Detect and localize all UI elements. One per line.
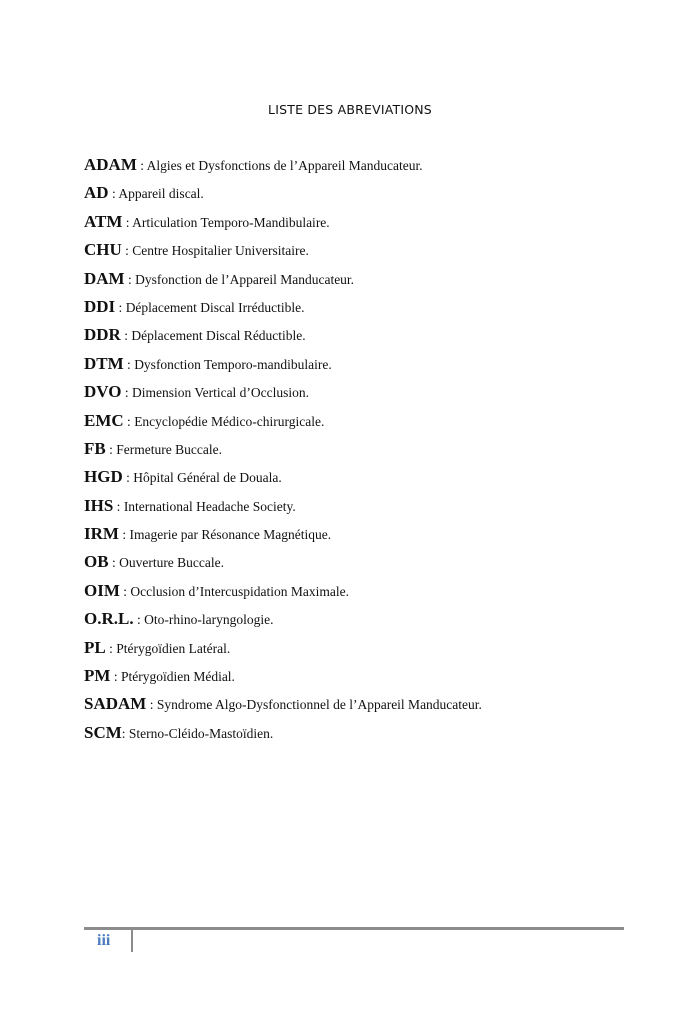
separator: : [108,555,120,571]
list-item [84,208,644,236]
abbreviation-definition: Centre Hospitalier Universitaire. [132,243,309,259]
abbreviation-list [84,151,644,747]
list-item [84,520,644,548]
list-item [84,577,644,605]
separator: : [121,385,132,401]
abbreviation-term: CHU [84,240,122,260]
abbreviation-term: EMC [84,410,124,430]
footer-divider [131,930,133,952]
abbreviation-definition: Algies et Dysfonctions de l’Appareil Manducateur. [146,158,423,173]
separator: : [121,243,133,259]
abbreviation-term: ATM [84,211,123,231]
separator: : [124,271,136,287]
abbreviation-term: DDR [84,325,121,345]
list-item [84,690,644,718]
abbreviation-definition: Déplacement Discal Irréductible. [125,299,305,315]
abbreviation-term: AD [84,183,109,203]
abbreviation-definition: Dysfonction de l’Appareil Manducateur. [135,271,355,287]
abbreviation-term: O.R.L. [84,609,134,629]
page-title: LISTE DES ABREVIATIONS [268,102,432,117]
list-item [84,236,644,264]
list-item [84,407,644,435]
separator: : [120,328,132,344]
abbreviation-definition: Encyclopédie Médico-chirurgicale. [134,413,325,429]
abbreviation-term: IRM [84,524,119,544]
separator: : [118,527,130,543]
abbreviation-definition: Dysfonction Temporo-mandibulaire. [134,356,332,372]
abbreviation-term: IHS [84,495,114,515]
separator: : [123,413,135,429]
separator: : [105,640,117,656]
abbreviation-definition: Ptérygoïdien Latéral. [116,640,231,656]
abbreviation-definition: International Headache Society. [123,498,296,514]
abbreviation-term: HGD [84,467,123,487]
footer-rule [84,927,624,930]
separator: : [108,186,119,202]
abbreviation-definition: Déplacement Discal Réductible. [131,328,306,344]
abbreviation-term: FB [84,438,106,458]
separator: : [110,669,121,685]
abbreviation-term: OB [84,552,109,572]
separator: : [121,725,129,741]
abbreviation-definition: Occlusion d’Intercuspidation Maximale. [130,583,349,599]
abbreviation-definition: Dimension Vertical d’Occlusion. [131,385,310,401]
abbreviation-term: DTM [84,353,124,373]
list-item [84,179,644,207]
abbreviation-definition: Oto-rhino-laryngologie. [144,612,274,628]
list-item [84,492,644,520]
list-item [84,719,644,747]
abbreviation-definition: Ptérygoïdien Médial. [120,669,235,685]
list-item [84,548,644,576]
abbreviation-definition: Fermeture Buccale. [116,441,222,457]
list-item [84,435,644,463]
list-item [84,350,644,378]
abbreviation-definition: Imagerie par Résonance Magnétique. [129,527,332,543]
separator: : [119,583,131,599]
list-item [84,378,644,406]
list-item [84,605,644,633]
abbreviation-term: DVO [84,382,122,402]
abbreviation-definition: Hôpital Général de Douala. [133,470,282,486]
abbreviation-definition: Sterno-Cléido-Mastoïdien. [128,725,274,741]
abbreviation-term: DAM [84,268,125,288]
separator: : [115,299,126,315]
separator: : [122,470,134,486]
abbreviation-definition: Appareil discal. [118,186,204,202]
list-item [84,634,644,662]
abbreviation-term: SADAM [84,694,147,714]
separator: : [105,441,117,457]
abbreviation-term: OIM [84,580,120,600]
page-number: iii [97,932,111,949]
separator: : [133,612,145,628]
abbreviation-term: DDI [84,296,116,316]
abbreviation-term: ADAM [84,155,137,174]
list-item [84,463,644,491]
separator: : [136,158,147,173]
separator: : [146,697,157,713]
abbreviation-definition: Articulation Temporo-Mandibulaire. [132,214,330,230]
list-item [84,662,644,690]
separator: : [122,214,133,230]
abbreviation-term: SCM [84,722,122,742]
abbreviation-definition: Ouverture Buccale. [119,555,225,571]
separator: : [123,356,135,372]
abbreviation-term: PL [84,637,106,657]
separator: : [113,498,124,514]
list-item [84,321,644,349]
abbreviation-term: PM [84,666,111,686]
list-item [84,151,644,179]
list-item [84,293,644,321]
list-item [84,265,644,293]
abbreviation-definition: Syndrome Algo-Dysfonctionnel de l’Appareil Manducateur. [156,697,482,713]
